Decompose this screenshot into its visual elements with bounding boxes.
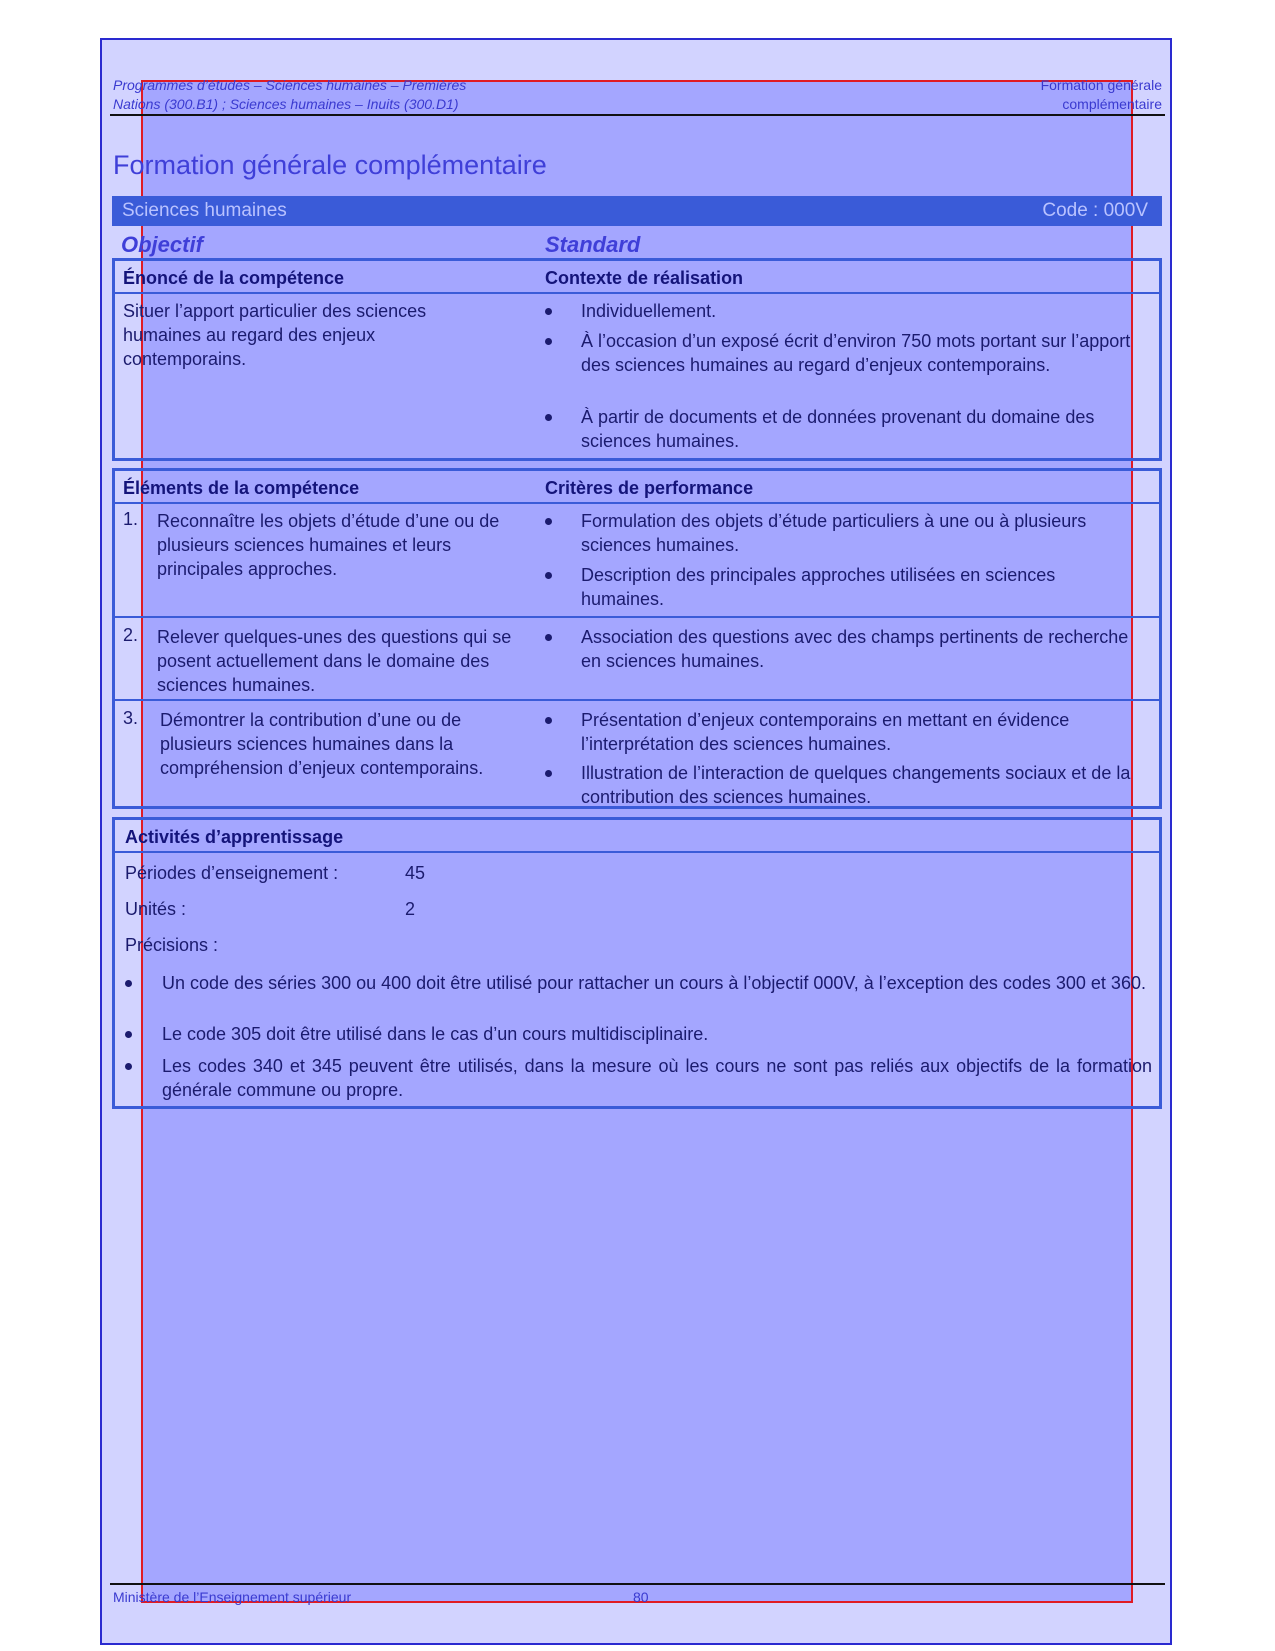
- criterion-item: Description des principales approches utilisées en sciences humaines.: [581, 565, 1056, 609]
- context-item: À partir de documents et de données provenant du domaine des sciences humaines.: [581, 407, 1095, 451]
- section-bar-label: Sciences humaines: [122, 200, 287, 221]
- section-bar: [112, 196, 1162, 226]
- column-head-objective: Objectif: [121, 232, 203, 257]
- row-divider: [115, 699, 1159, 701]
- element-text: Reconnaître les objets d’étude d’une ou de plusieurs sciences humaines et leurs principales approches.: [157, 511, 500, 579]
- precision-item: Les codes 340 et 345 peuvent être utilisés, dans la mesure où les cours ne sont pas reliés aux objectifs de la formation générale commune ou propre.: [162, 1056, 1152, 1100]
- context-item: Individuellement.: [581, 301, 717, 321]
- elements-header: Éléments de la compétence: [123, 478, 360, 498]
- header-divider: [115, 502, 1159, 504]
- criterion-item: Formulation des objets d’étude particuliers à une ou à plusieurs sciences humaines.: [581, 511, 1087, 555]
- header-left-line-2: Nations (300.B1) ; Sciences humaines – Inuits (300.D1): [113, 96, 459, 112]
- element-text: Relever quelques-unes des questions qui se posent actuellement dans le domaine des sciences humaines.: [157, 627, 512, 695]
- page-title: Formation générale complémentaire: [113, 150, 547, 180]
- periods-value: 45: [405, 863, 426, 883]
- header-right-line-1: Formation générale: [1040, 77, 1162, 93]
- running-header: [113, 76, 1162, 116]
- elements-box: [112, 468, 1162, 809]
- precision-item: Le code 305 doit être utilisé dans le cas d’un cours multidisciplinaire.: [162, 1024, 709, 1044]
- criterion-item: Présentation d’enjeux contemporains en mettant en évidence l’interprétation des sciences humaines.: [581, 710, 1070, 754]
- bullet-icon: [545, 634, 552, 641]
- bullet-icon: [545, 572, 552, 579]
- realization-context-header: Contexte de réalisation: [545, 268, 744, 288]
- criteria-header: Critères de performance: [545, 478, 754, 498]
- element-text: Démontrer la contribution d’une ou de plusieurs sciences humaines dans la compréhension d’enjeux contemporains.: [160, 710, 484, 778]
- header-right: [962, 76, 1162, 114]
- units-label: Unités :: [125, 899, 187, 919]
- row-divider: [115, 616, 1159, 618]
- element-number: 1.: [123, 509, 139, 529]
- header-right-line-2: complémentaire: [1062, 96, 1162, 112]
- column-head-standard: Standard: [545, 232, 641, 257]
- element-number: 2.: [123, 625, 139, 645]
- header-left-line-1: Programmes d’études – Sciences humaines – Premières: [113, 77, 467, 93]
- header-divider: [115, 292, 1159, 294]
- competence-statement: Situer l’apport particulier des sciences humaines au regard des enjeux contemporains.: [123, 301, 427, 369]
- bullet-icon: [545, 717, 552, 724]
- running-footer: [113, 1589, 653, 1605]
- header-rule: [110, 114, 1165, 116]
- activities-box: [112, 817, 1162, 1109]
- footer-rule: [110, 1583, 1165, 1585]
- bullet-icon: [545, 338, 552, 345]
- competence-box: [112, 258, 1162, 461]
- element-number: 3.: [123, 708, 139, 728]
- bullet-icon: [125, 980, 132, 987]
- header-left: [113, 76, 553, 114]
- header-divider: [115, 851, 1159, 853]
- bullet-icon: [545, 770, 552, 777]
- context-item: À l’occasion d’un exposé écrit d’environ 750 mots portant sur l’apport des sciences humaines au regard d’enjeux contemporains.: [581, 331, 1131, 375]
- criterion-item: Association des questions avec des champs pertinents de recherche en sciences humaines.: [581, 627, 1129, 671]
- periods-label: Périodes d’enseignement :: [125, 863, 339, 883]
- footer-publisher: Ministère de l’Enseignement supérieur: [113, 1589, 352, 1605]
- bullet-icon: [545, 518, 552, 525]
- criterion-item: Illustration de l’interaction de quelques changements sociaux et de la contribution des sciences humaines.: [581, 763, 1131, 807]
- precision-item: Un code des séries 300 ou 400 doit être utilisé pour rattacher un cours à l’objectif 000V, à l’exception des codes 300 et 360.: [162, 973, 1146, 993]
- bullet-icon: [125, 1031, 132, 1038]
- page-number: 80: [633, 1589, 649, 1605]
- competence-statement-header: Énoncé de la compétence: [123, 268, 345, 288]
- section-bar-code: Code : 000V: [1042, 200, 1148, 221]
- activities-header: Activités d’apprentissage: [125, 827, 344, 847]
- units-value: 2: [405, 899, 416, 919]
- bullet-icon: [125, 1063, 132, 1070]
- bullet-icon: [545, 414, 552, 421]
- precisions-label: Précisions :: [125, 935, 219, 955]
- bullet-icon: [545, 308, 552, 315]
